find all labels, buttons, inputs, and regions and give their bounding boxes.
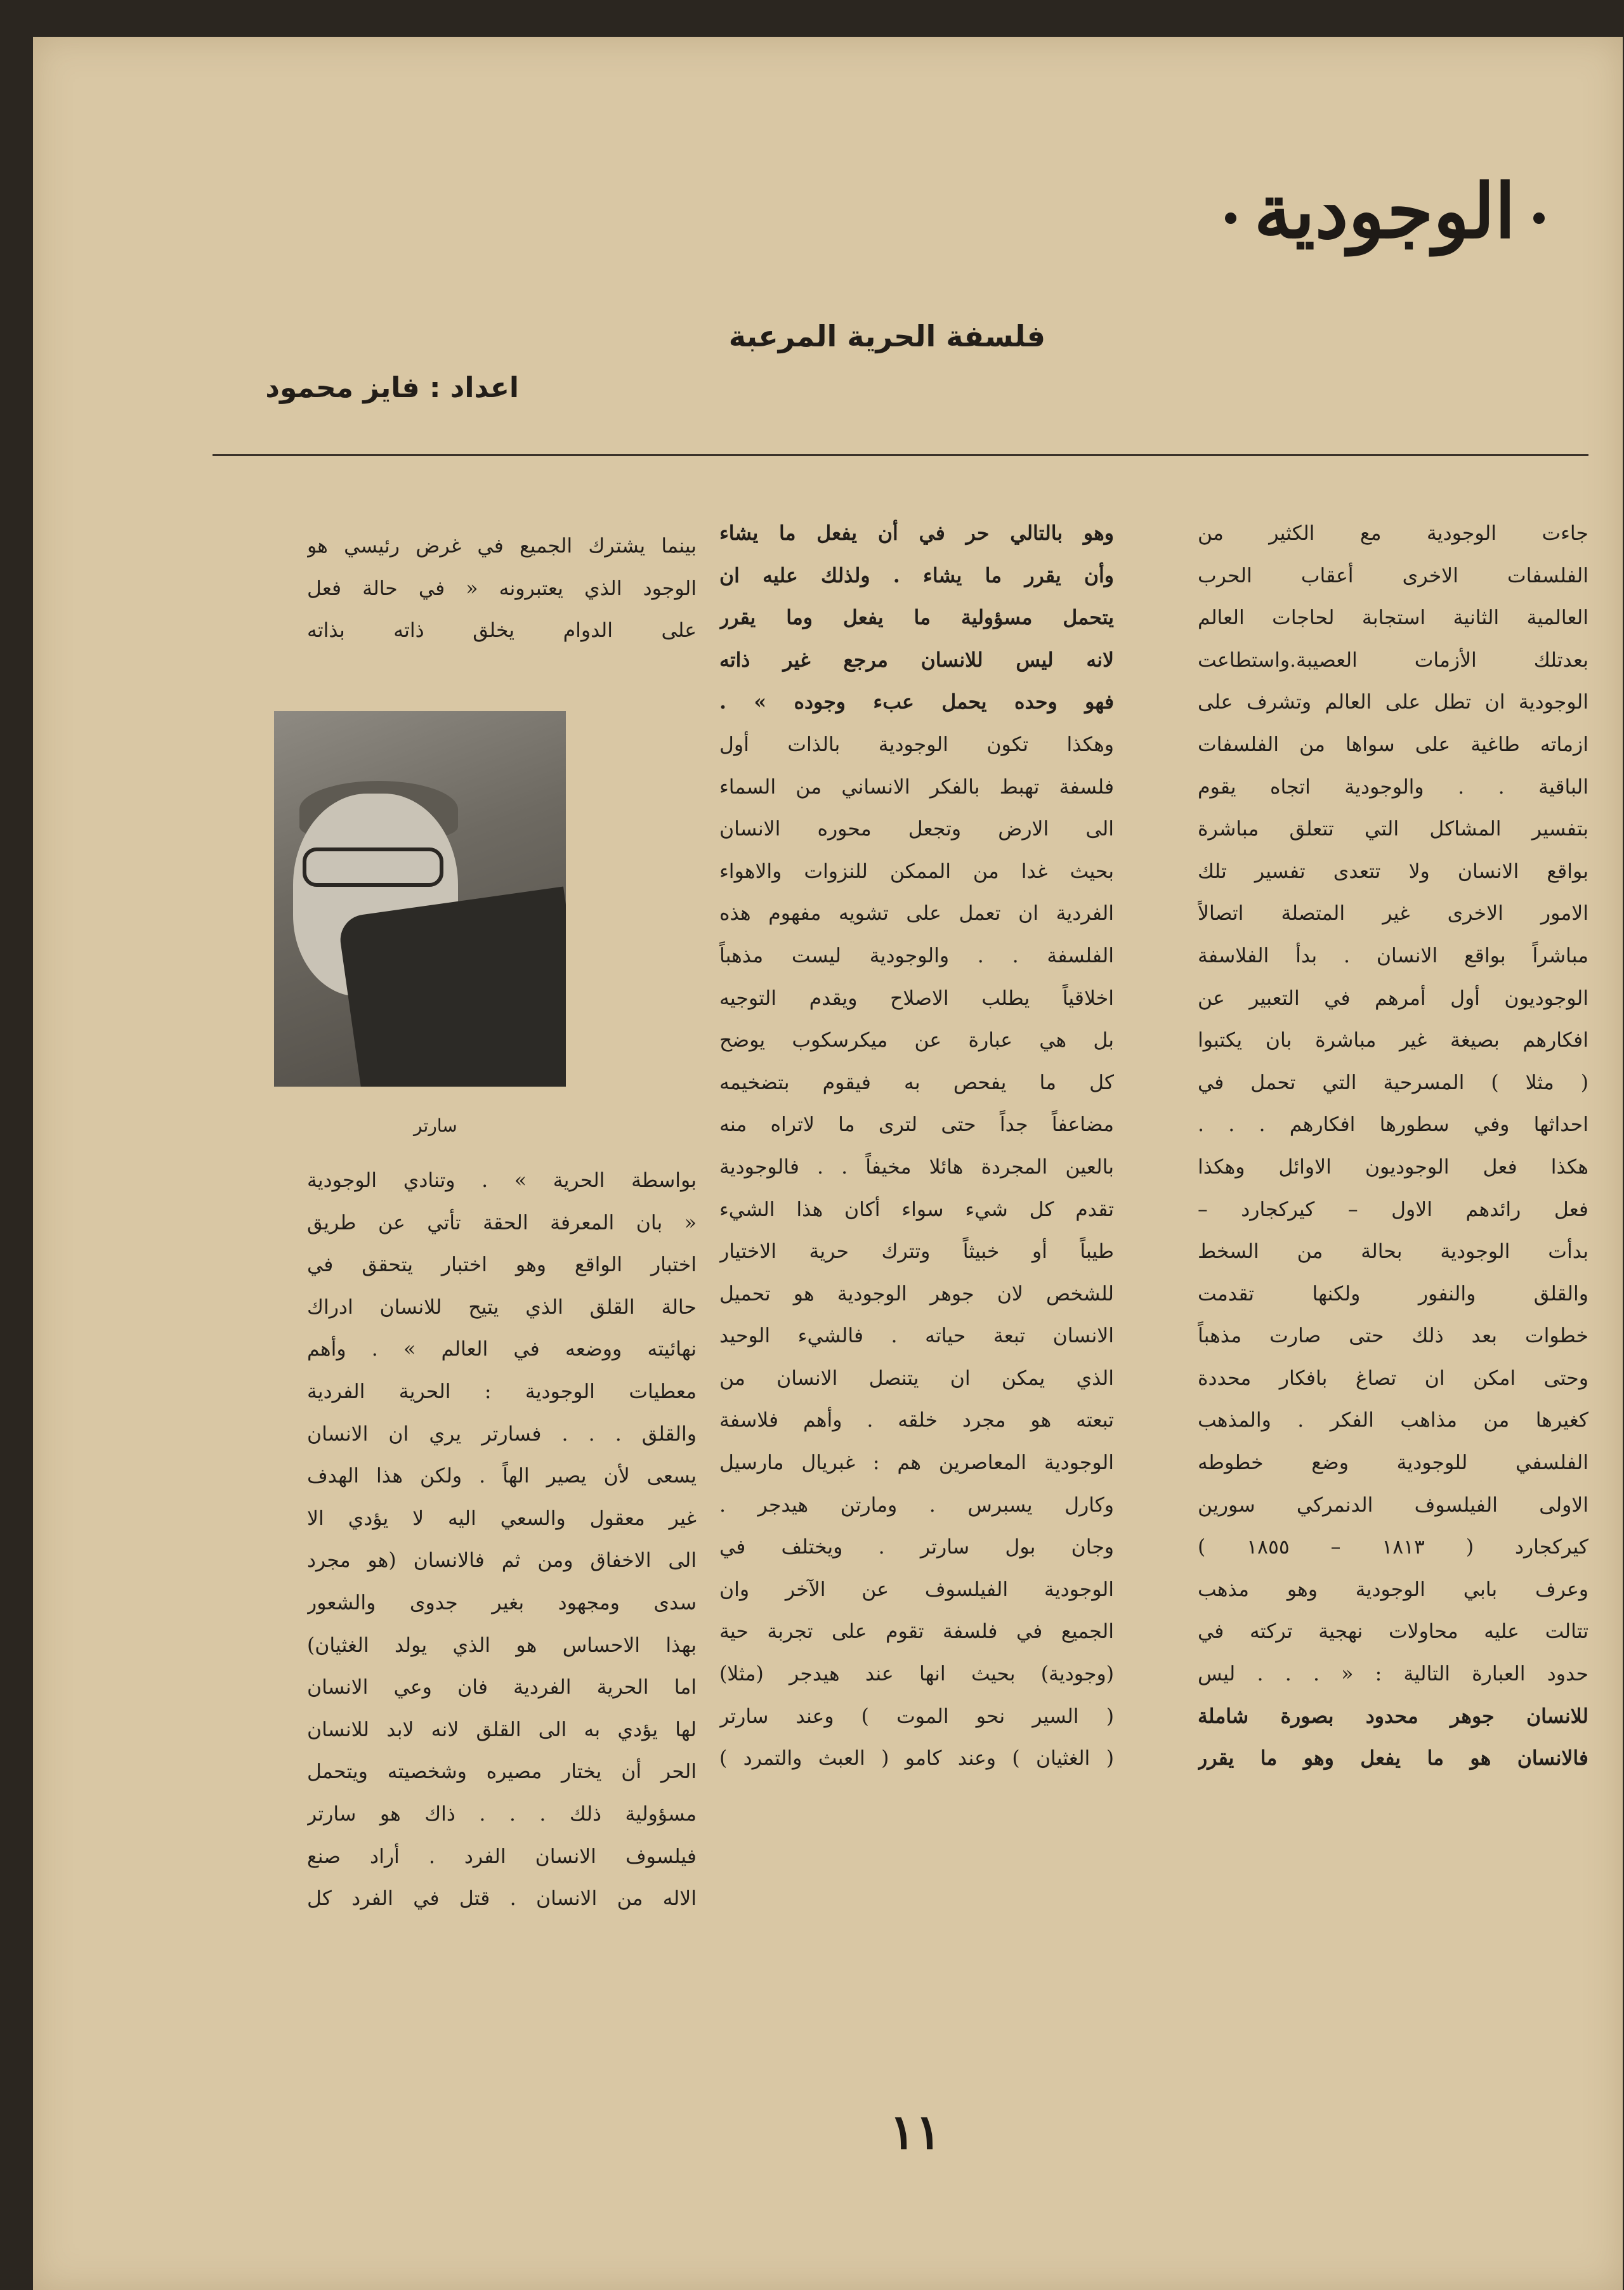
text-line: للشخص لان جوهر الوجودية هو تحميل	[719, 1282, 1114, 1305]
text-line: لانه ليس للانسان مرجع غير ذاته	[719, 648, 1114, 672]
page-number: ١١	[889, 2104, 941, 2160]
text-line: للانسان جوهر محدود بصورة شاملة	[1198, 1704, 1588, 1728]
text-line: معطيات الوجودية : الحرية الفردية	[307, 1380, 697, 1403]
text-line: بتفسير المشاكل التي تتعلق مباشرة	[1198, 818, 1588, 841]
text-line: الى الارض وتجعل محوره الانسان	[719, 818, 1114, 841]
text-line: فيلسوف الانسان الفرد . أراد صنع	[307, 1845, 697, 1868]
text-line: فعل رائدهم الاول – كيركجارد –	[1198, 1198, 1588, 1221]
text-line: الفلسفات الاخرى أعقاب الحرب	[1198, 564, 1588, 587]
text-line: مباشراً بواقع الانسان . بدأ الفلاسفة	[1198, 944, 1588, 967]
text-line: الوجودية الفيلسوف عن الآخر وان	[719, 1578, 1114, 1601]
text-line: كيركجارد ( ١٨١٣ – ١٨٥٥ )	[1198, 1536, 1588, 1559]
column-right	[1198, 513, 1588, 1780]
text-line: ( مثلا ) المسرحية التي تحمل في	[1198, 1071, 1588, 1094]
article-title-text: الوجودية	[1254, 167, 1516, 255]
text-line: الامور الاخرى غير المتصلة اتصالاً	[1198, 902, 1588, 926]
text-line: حدود العبارة التالية : « . . . ليس	[1198, 1663, 1588, 1686]
text-line: الوجود الذي يعتبرونه « في حالة فعل	[307, 577, 697, 600]
text-line: الذي يمكن ان يتنصل الانسان من	[719, 1366, 1114, 1390]
text-line: جاءت الوجودية مع الكثير من	[1198, 522, 1588, 545]
text-line: الوجودية ان تطل على العالم وتشرف على	[1198, 691, 1588, 714]
column-left-bottom	[307, 1160, 697, 1920]
text-line: احداثها وفي سطورها افكارهم . . .	[1198, 1113, 1588, 1137]
text-line: الاولى الفيلسوف الدنمركي سورين	[1198, 1493, 1588, 1517]
text-line: والقلق . . . فسارتر يري ان الانسان	[307, 1422, 697, 1446]
text-line: بواقع الانسان ولا تتعدى تفسير تلك	[1198, 860, 1588, 883]
title-bullet-icon	[1533, 213, 1545, 224]
article-byline: اعداد : فايز محمود	[265, 372, 519, 404]
text-line: الوجوديون أول أمرهم في التعبير عن	[1198, 986, 1588, 1010]
text-line: وجان بول سارتر . ويختلف في	[719, 1536, 1114, 1559]
text-line: الجميع في فلسفة تقوم على تجربة حية	[719, 1620, 1114, 1644]
text-line: بدأت الوجودية بحالة من السخط	[1198, 1240, 1588, 1264]
text-line: اختبار الواقع وهو اختبار يتحقق في	[307, 1253, 697, 1277]
text-line: طيباً أو خبيثاً وتترك حرية الاختيار	[719, 1240, 1114, 1264]
text-line: وأن يقرر ما يشاء . ولذلك عليه ان	[719, 563, 1114, 587]
title-bullet-icon	[1225, 213, 1236, 224]
header-divider	[213, 454, 1588, 456]
text-line: مسؤولية ذلك . . . ذاك هو سارتر	[307, 1802, 697, 1826]
text-line: لها يؤدي به الى القلق لانه لابد للانسان	[307, 1718, 697, 1741]
text-line: يسعى لأن يصير الهاً . ولكن هذا الهدف	[307, 1465, 697, 1488]
text-line: تتالت عليه محاولات نهجية تركته في	[1198, 1620, 1588, 1644]
text-line: اما الحرية الفردية فان وعي الانسان	[307, 1676, 697, 1699]
photo-jacket	[337, 887, 566, 1087]
text-line: وحتى امكن ان تصاغ بافكار محددة	[1198, 1366, 1588, 1390]
text-line: بواسطة الحرية » . وتنادي الوجودية	[307, 1169, 697, 1192]
text-line: والقلق والنفور ولكنها تقدمت	[1198, 1282, 1588, 1305]
text-line: غير معقول والسعي اليه لا يؤدي الا	[307, 1507, 697, 1530]
text-line: هكذا فعل الوجوديون الاوائل وهكذا	[1198, 1155, 1588, 1179]
text-line: (وجودية) بحيث انها عند هيدجر (مثلا)	[719, 1663, 1114, 1686]
photo-glasses	[303, 847, 443, 887]
text-line: العالمية الثانية استجابة لحاجات العالم	[1198, 606, 1588, 630]
text-line: خطوات بعد ذلك حتى صارت مذهباً	[1198, 1325, 1588, 1348]
column-middle	[719, 513, 1114, 1780]
text-line: الفلسفي للوجودية وضع خطوطه	[1198, 1451, 1588, 1475]
text-line: وعرف بابي الوجودية وهو مذهب	[1198, 1578, 1588, 1601]
text-line: الفلسفة . . والوجودية ليست مذهباً	[719, 944, 1114, 967]
text-line: الانسان تبعة حياته . فالشيء الوحيد	[719, 1325, 1114, 1348]
text-line: وهكذا تكون الوجودية بالذات أول	[719, 733, 1114, 756]
text-line: كل ما يفحص به فيقوم بتضخيمه	[719, 1071, 1114, 1094]
magazine-page	[33, 37, 1623, 2290]
text-line: الحر أن يختار مصيره وشخصيته ويتحمل	[307, 1760, 697, 1784]
text-line: بهذا الاحساس هو الذي يولد الغثيان)	[307, 1633, 697, 1657]
text-line: نهائيته ووضعه في العالم » . وأهم	[307, 1338, 697, 1361]
text-line: بحيث غدا من الممكن للنزوات والاهواء	[719, 860, 1114, 883]
text-line: الباقية . . والوجودية اتجاه يقوم	[1198, 775, 1588, 799]
text-line: بينما يشترك الجميع في غرض رئيسي هو	[307, 535, 697, 558]
text-line: الوجودية المعاصرين هم : غبريال مارسيل	[719, 1451, 1114, 1475]
text-line: تقدم كل شيء سواء أكان هذا الشيء	[719, 1198, 1114, 1221]
text-line: فلسفة تهبط بالفكر الانساني من السماء	[719, 775, 1114, 799]
text-line: على الدوام يخلق ذاته بذاته	[307, 619, 697, 643]
text-line: افكارهم بصيغة غير مباشرة بان يكتبوا	[1198, 1029, 1588, 1052]
text-line: وكارل يسبرس . ومارتن هيدجر .	[719, 1493, 1114, 1517]
article-subtitle: فلسفة الحرية المرعبة	[728, 319, 1045, 353]
article-title	[1207, 167, 1562, 255]
text-line: وهو بالتالي حر في أن يفعل ما يشاء	[719, 521, 1114, 545]
sartre-photo	[274, 711, 566, 1087]
column-left-top	[307, 525, 697, 652]
text-line: بعدتلك الأزمات العصيبة.واستطاعت	[1198, 648, 1588, 672]
text-line: « بان المعرفة الحقة تأتي عن طريق	[307, 1211, 697, 1234]
text-line: الى الاخفاق ومن ثم فالانسان (هو مجرد	[307, 1549, 697, 1573]
text-line: سدى ومجهود بغير جدوى والشعور	[307, 1591, 697, 1614]
text-line: حالة القلق الذي يتيح للانسان ادراك	[307, 1295, 697, 1319]
text-line: كغيرها من مذاهب الفكر . والمذهب	[1198, 1409, 1588, 1432]
text-line: الاله من الانسان . قتل في الفرد كل	[307, 1887, 697, 1911]
text-line: اخلاقياً يطلب الاصلاح ويقدم التوجيه	[719, 986, 1114, 1010]
text-line: فالانسان هو ما يفعل وهو ما يقرر	[1198, 1746, 1588, 1770]
text-line: بالعين المجردة هائلا مخيفاً . . فالوجودية	[719, 1155, 1114, 1179]
text-line: مضاعفاً جداً حتى لترى ما لاتراه منه	[719, 1113, 1114, 1137]
text-line: ( الغثيان ) وعند كامو ( العبث والتمرد )	[719, 1747, 1114, 1770]
text-line: ازماته طاغية على سواها من الفلسفات	[1198, 733, 1588, 756]
text-line: يتحمل مسؤولية ما يفعل وما يقرر	[719, 606, 1114, 630]
photo-caption: سارتر	[414, 1115, 457, 1136]
text-line: ( السير نحو الموت ) وعند سارتر	[719, 1704, 1114, 1728]
text-line: فهو وحده يحمل عبء وجوده » .	[719, 690, 1114, 714]
text-line: تبعته هو مجرد خلقه . وأهم فلاسفة	[719, 1409, 1114, 1432]
text-line: بل هي عبارة عن ميكرسكوب يوضح	[719, 1029, 1114, 1052]
text-line: الفردية ان تعمل على تشويه مفهوم هذه	[719, 902, 1114, 926]
